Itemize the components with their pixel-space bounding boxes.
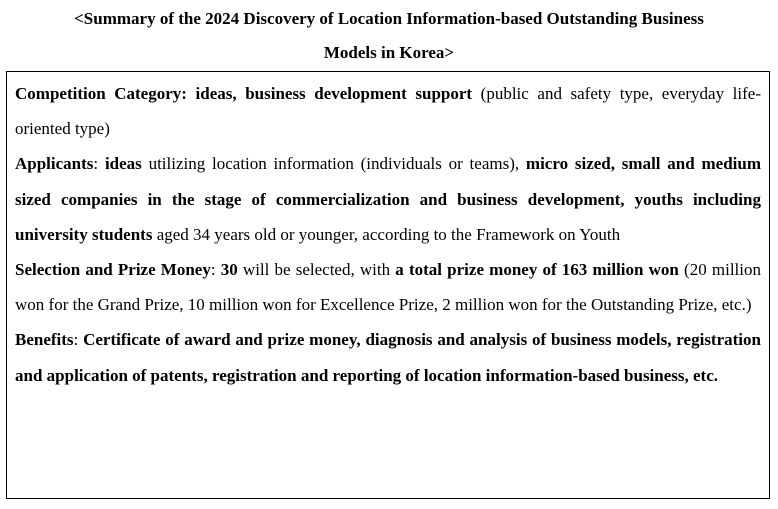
prize-breakdown: (20 million won for the Grand Prize, 10 million won for Excellence Prize, 2 million won for the Outstanding Prize, etc.) bbox=[15, 260, 761, 315]
applicants-paragraph bbox=[15, 146, 761, 252]
competition-category-detail: (public and safety type, everyday life-oriented type) bbox=[15, 84, 761, 139]
selection-separator: : bbox=[210, 260, 221, 280]
applicants-age-detail: aged 34 years old or younger, according to the Framework on Youth bbox=[152, 224, 621, 244]
title-line-1: <Summary of the 2024 Discovery of Location Information-based Outstanding Business bbox=[74, 9, 704, 28]
selection-count: 30 bbox=[220, 260, 238, 280]
applicants-ideas: ideas bbox=[104, 154, 142, 174]
benefits-label: Benefits bbox=[15, 330, 74, 350]
benefits-paragraph bbox=[15, 322, 761, 392]
selection-prize-label: Selection and Prize Money bbox=[15, 260, 211, 280]
document-title bbox=[0, 2, 778, 70]
competition-category-paragraph bbox=[15, 76, 761, 146]
competition-category-value: ideas, business development support bbox=[186, 84, 473, 103]
applicants-separator: : bbox=[93, 154, 105, 174]
applicants-label: Applicants bbox=[15, 154, 94, 174]
total-prize-money: a total prize money of 163 million won bbox=[395, 260, 679, 280]
selection-prize-paragraph bbox=[15, 252, 761, 322]
title-line-2: Models in Korea> bbox=[323, 43, 455, 62]
benefits-separator: : bbox=[73, 330, 84, 350]
benefits-detail: Certificate of award and prize money, diagnosis and analysis of business models, registration and application of patents, registration and reporting of location information-based business, etc. bbox=[15, 330, 761, 385]
selection-detail: will be selected, with bbox=[237, 260, 396, 280]
summary-box bbox=[6, 71, 770, 499]
applicants-companies-youths: micro sized, small and medium sized companies in the stage of commercialization and business development, youths including university students bbox=[15, 154, 762, 244]
applicants-ideas-detail: utilizing location information (individuals or teams), bbox=[141, 154, 526, 174]
competition-category-label: Competition Category: bbox=[15, 84, 187, 103]
